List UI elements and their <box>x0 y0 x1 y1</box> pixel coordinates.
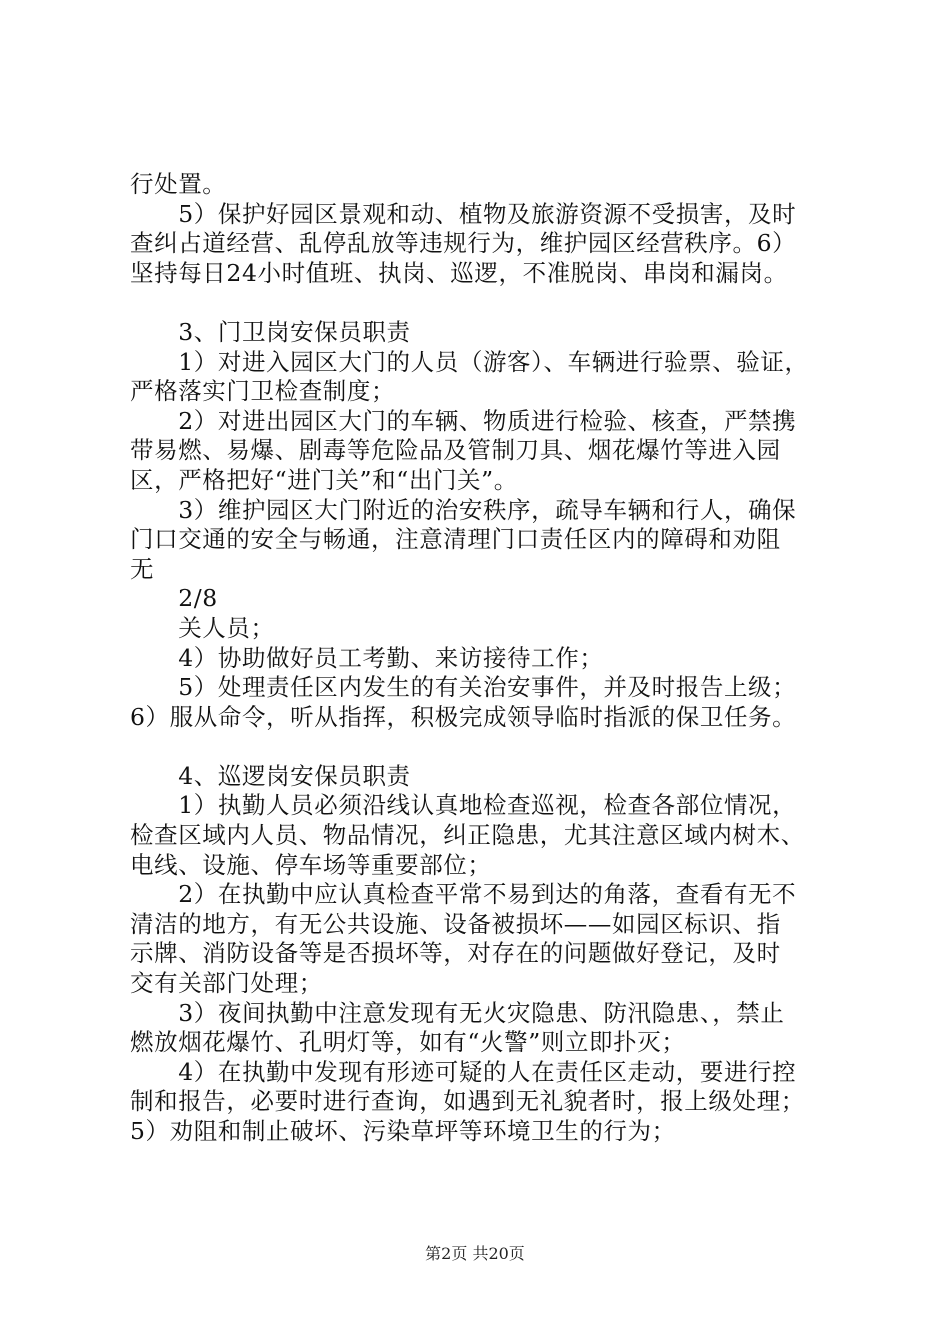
text-line: 6）服从命令，听从指挥，积极完成领导临时指派的保卫任务。 <box>130 702 797 731</box>
text-line: 无 <box>130 554 155 583</box>
text-line: 2）在执勤中应认真检查平常不易到达的角落，查看有无不 <box>130 880 797 909</box>
text-line: 2）对进出园区大门的车辆、物质进行检验、核查，严禁携 <box>130 406 797 435</box>
text-line: 交有关部门处理； <box>130 969 323 998</box>
section-heading: 3、门卫岗安保员职责 <box>130 317 411 346</box>
blank-line <box>130 288 850 318</box>
text-line: 带易燃、易爆、剧毒等危险品及管制刀具、烟花爆竹等进入园 <box>130 436 781 465</box>
text-line: 4）在执勤中发现有形迹可疑的人在责任区走动，要进行控 <box>130 1057 797 1086</box>
blank-line <box>130 732 850 762</box>
text-line: 行处置。 <box>130 170 227 198</box>
text-line: 5）处理责任区内发生的有关治安事件，并及时报告上级； <box>130 673 797 702</box>
text-line: 门口交通的安全与畅通，注意清理门口责任区内的障碍和劝阻 <box>130 525 781 554</box>
text-line: 3）维护园区大门附近的治安秩序，疏导车辆和行人，确保 <box>130 495 797 524</box>
text-line: 5）劝阻和制止破坏、污染草坪等环境卫生的行为； <box>130 1117 676 1145</box>
inline-page-marker: 2/8 <box>130 584 218 613</box>
text-line: 5）保护好园区景观和动、植物及旅游资源不受损害，及时 <box>130 199 797 228</box>
text-line: 3）夜间执勤中注意发现有无火灾隐患、防汛隐患、，禁止 <box>130 998 785 1027</box>
text-line: 检查区域内人员、物品情况，纠正隐患，尤其注意区域内树木、 <box>130 821 805 850</box>
text-line: 严格落实门卫检查制度； <box>130 377 396 406</box>
text-line: 清洁的地方，有无公共设施、设备被损坏——如园区标识、指 <box>130 909 781 938</box>
text-line: 制和报告，必要时进行查询，如遇到无礼貌者时，报上级处理； <box>130 1087 805 1116</box>
section-heading: 4、巡逻岗安保员职责 <box>130 761 411 790</box>
text-line: 电线、设施、停车场等重要部位； <box>130 850 492 879</box>
text-line: 1）对进入园区大门的人员（游客）、车辆进行验票、验证， <box>130 347 809 376</box>
text-line: 区，严格把好“进门关”和“出门关”。 <box>130 465 518 494</box>
text-line: 关人员； <box>130 613 275 642</box>
text-line: 查纠占道经营、乱停乱放等违规行为，维护园区经营秩序。6） <box>130 229 797 258</box>
text-line: 燃放烟花爆竹、孔明灯等，如有“火警”则立即扑灭； <box>130 1028 686 1057</box>
text-line: 坚持每日24小时值班、执岗、巡逻，不准脱岗、串岗和漏岗。 <box>130 258 788 287</box>
text-line: 4）协助做好员工考勤、来访接待工作； <box>130 643 604 672</box>
page-footer: 第2页 共20页 <box>425 1244 525 1263</box>
text-line: 示牌、消防设备等是否损坏等，对存在的问题做好登记，及时 <box>130 939 781 968</box>
text-line: 1）执勤人员必须沿线认真地检查巡视，检查各部位情况， <box>130 791 797 820</box>
document-body <box>130 170 850 1147</box>
